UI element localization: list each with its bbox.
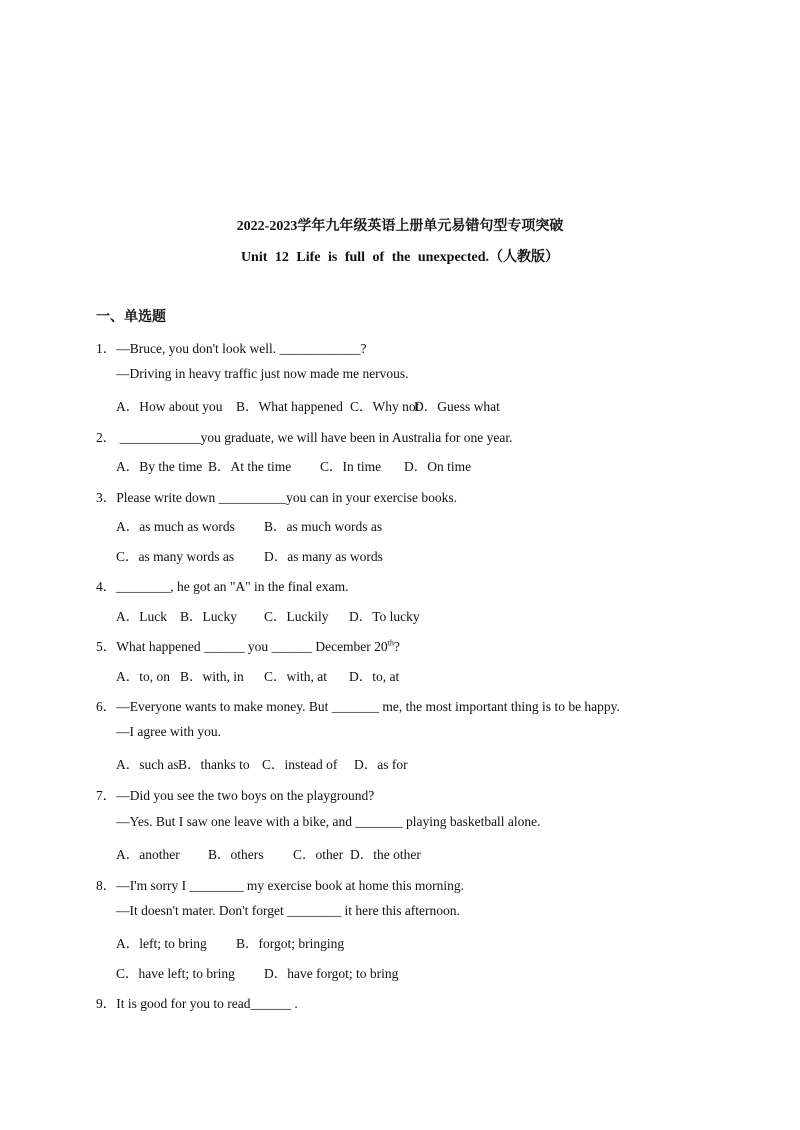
option-c[interactable]: C．instead of — [262, 757, 338, 772]
question-7-reply: —Yes. But I saw one leave with a bike, and _______ playing basketball alone. — [116, 814, 541, 829]
option-c[interactable]: C．other — [293, 847, 344, 862]
option-c[interactable]: C．as many words as — [116, 549, 235, 564]
option-c[interactable]: C．Why not — [350, 399, 420, 414]
question-3-options-row-2 — [116, 545, 383, 565]
option-a[interactable]: A．Luck — [116, 609, 167, 624]
question-3-stem: 3．Please write down __________you can in your exercise books. — [96, 490, 458, 505]
worksheet-subtitle: Unit 12 Life is full of the unexpected.（人教版） — [240, 250, 560, 265]
option-c[interactable]: C．have left; to bring — [116, 966, 235, 981]
option-d[interactable]: D．To lucky — [349, 609, 420, 624]
question-6-options — [116, 753, 408, 773]
superscript: th — [387, 638, 394, 648]
question-1-options — [116, 395, 500, 415]
worksheet-title: 2022-2023学年九年级英语上册单元易错句型专项突破 — [236, 219, 564, 234]
option-c[interactable]: C．In time — [320, 459, 382, 474]
question-1-reply: —Driving in heavy traffic just now made me nervous. — [116, 366, 409, 381]
question-5-stem — [96, 635, 400, 655]
question-9-stem: 9．It is good for you to read______ . — [96, 996, 298, 1011]
question-8-options-row-2 — [116, 962, 398, 982]
question-2-stem: 2． ____________you graduate, we will have been in Australia for one year. — [96, 430, 513, 445]
option-d[interactable]: D．Guess what — [414, 399, 500, 414]
option-c[interactable]: C．with, at — [264, 669, 327, 684]
option-b[interactable]: B．others — [208, 847, 264, 862]
option-b[interactable]: B．as much words as — [264, 519, 383, 534]
question-5-stem-end: ? — [393, 639, 400, 654]
question-1-stem: 1．—Bruce, you don't look well. ____________? — [96, 341, 367, 356]
option-b[interactable]: B．Lucky — [180, 609, 237, 624]
question-7-stem: 7．—Did you see the two boys on the playground? — [96, 788, 375, 803]
option-d[interactable]: D．have forgot; to bring — [264, 966, 399, 981]
option-d[interactable]: D．On time — [404, 459, 472, 474]
question-8-stem: 8．—I'm sorry I ________ my exercise book at home this morning. — [96, 878, 465, 893]
option-d[interactable]: D．the other — [350, 847, 421, 862]
option-d[interactable]: D．as many as words — [264, 549, 383, 564]
option-a[interactable]: A．another — [116, 847, 180, 862]
section-heading: 一、单选题 — [96, 310, 166, 325]
question-4-stem: 4．________, he got an "A" in the final exam. — [96, 579, 349, 594]
option-b[interactable]: B．What happened — [236, 399, 343, 414]
question-2-options — [116, 455, 471, 475]
option-c[interactable]: C．Luckily — [264, 609, 329, 624]
option-a[interactable]: A．to, on — [116, 669, 170, 684]
option-b[interactable]: B．with, in — [180, 669, 244, 684]
option-a[interactable]: A．such as — [116, 757, 179, 772]
option-a[interactable]: A．as much as words — [116, 519, 235, 534]
question-4-options — [116, 605, 420, 625]
option-b[interactable]: B．At the time — [208, 459, 292, 474]
question-5-options — [116, 665, 399, 685]
option-d[interactable]: D．as for — [354, 757, 408, 772]
option-b[interactable]: B．forgot; bringing — [236, 936, 345, 951]
question-6-stem: 6．—Everyone wants to make money. But _______ me, the most important thing is to be happy. — [96, 699, 620, 714]
option-a[interactable]: A．By the time — [116, 459, 203, 474]
question-7-options — [116, 843, 421, 863]
question-5-stem-text: 5．What happened ______ you ______ December 20 — [96, 639, 388, 654]
question-3-options-row-1 — [116, 515, 382, 535]
option-a[interactable]: A．How about you — [116, 399, 223, 414]
question-8-options-row-1 — [116, 932, 344, 952]
option-a[interactable]: A．left; to bring — [116, 936, 207, 951]
question-8-reply: —It doesn't mater. Don't forget ________ it here this afternoon. — [116, 903, 460, 918]
option-b[interactable]: B．thanks to — [178, 757, 250, 772]
option-d[interactable]: D．to, at — [349, 669, 400, 684]
question-6-reply: —I agree with you. — [116, 724, 221, 739]
